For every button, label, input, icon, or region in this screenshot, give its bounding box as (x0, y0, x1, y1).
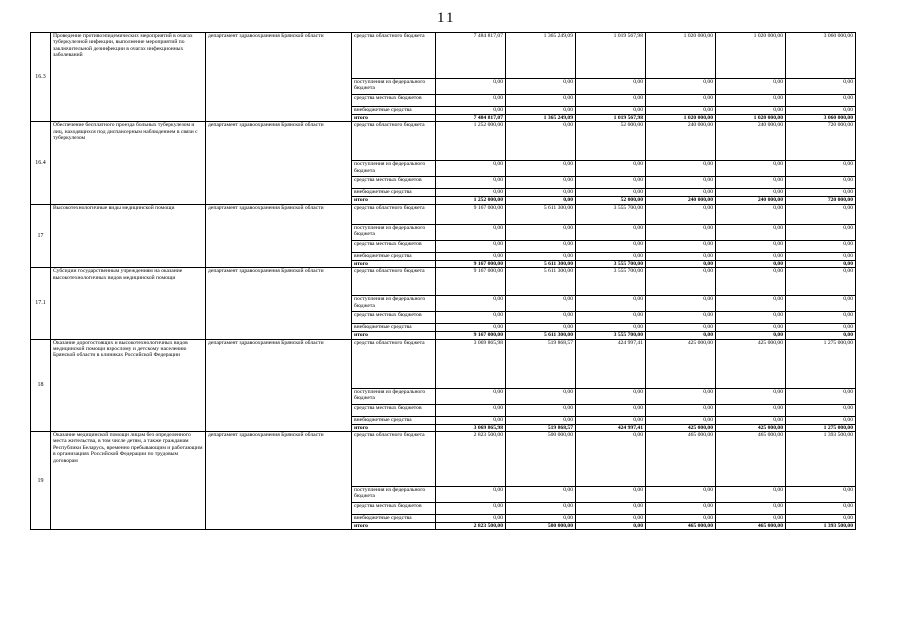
funding-source: средства местных бюджетов (352, 240, 436, 252)
funding-source: средства местных бюджетов (352, 503, 436, 515)
amount-cell: 425 000,00 (646, 424, 716, 431)
amount-cell: 0,00 (436, 404, 506, 416)
funding-source: внебюджетные средства (352, 324, 436, 332)
measure-name: Проведение противоэпидемических мероприятий в очагах туберкулезной инфекции, выполнение мероприятий по заключительной дезинфекции в очагах инфекционных заболеваний (51, 33, 206, 122)
amount-cell: 3 555 700,00 (576, 204, 646, 224)
item-number: 19 (31, 432, 51, 530)
amount-cell: 0,00 (786, 189, 856, 197)
amount-cell: 0,00 (716, 177, 786, 189)
funding-source: поступления из федерального бюджета (352, 79, 436, 95)
amount-cell: 0,00 (436, 189, 506, 197)
amount-cell: 0,00 (576, 515, 646, 523)
budget-table (30, 32, 856, 530)
amount-cell: 0,00 (506, 503, 576, 515)
funding-source: средства областного бюджета (352, 122, 436, 161)
amount-cell: 0,00 (576, 240, 646, 252)
amount-cell: 3 555 700,00 (576, 268, 646, 296)
amount-cell: 0,00 (436, 107, 506, 115)
amount-cell: 425 000,00 (646, 339, 716, 388)
amount-cell: 0,00 (576, 177, 646, 189)
amount-cell: 0,00 (716, 388, 786, 404)
amount-cell: 1 252 000,00 (436, 197, 506, 204)
amount-cell: 0,00 (716, 240, 786, 252)
amount-cell: 0,00 (646, 296, 716, 312)
amount-cell: 0,00 (716, 204, 786, 224)
amount-cell: 0,00 (716, 161, 786, 177)
amount-cell: 52 000,00 (576, 197, 646, 204)
funding-source: поступления из федерального бюджета (352, 161, 436, 177)
amount-cell: 0,00 (436, 388, 506, 404)
amount-cell: 0,00 (716, 404, 786, 416)
amount-cell: 3 555 700,00 (576, 332, 646, 339)
amount-cell: 0,00 (506, 252, 576, 260)
amount-cell: 0,00 (646, 79, 716, 95)
funding-source: средства местных бюджетов (352, 95, 436, 107)
amount-cell: 0,00 (786, 515, 856, 523)
amount-cell: 0,00 (646, 268, 716, 296)
amount-cell: 0,00 (506, 296, 576, 312)
funding-row (31, 432, 856, 487)
amount-cell: 0,00 (646, 189, 716, 197)
amount-cell: 0,00 (506, 515, 576, 523)
amount-cell: 0,00 (436, 79, 506, 95)
amount-cell: 0,00 (576, 503, 646, 515)
amount-cell: 0,00 (646, 312, 716, 324)
amount-cell: 0,00 (716, 515, 786, 523)
amount-cell: 0,00 (716, 312, 786, 324)
page-number: 11 (437, 10, 456, 26)
amount-cell: 0,00 (786, 416, 856, 424)
amount-cell: 0,00 (646, 388, 716, 404)
amount-cell: 0,00 (716, 79, 786, 95)
executor-department: департамент здравоохранения Брянской области (206, 268, 352, 339)
amount-cell: 519 868,57 (506, 424, 576, 431)
amount-cell: 519 868,57 (506, 339, 576, 388)
amount-cell: 0,00 (716, 107, 786, 115)
funding-row (31, 268, 856, 296)
amount-cell: 0,00 (506, 388, 576, 404)
amount-cell: 0,00 (506, 161, 576, 177)
amount-cell: 0,00 (716, 324, 786, 332)
amount-cell: 0,00 (506, 224, 576, 240)
amount-cell: 0,00 (646, 177, 716, 189)
amount-cell: 0,00 (646, 204, 716, 224)
amount-cell: 0,00 (436, 312, 506, 324)
amount-cell: 0,00 (786, 388, 856, 404)
amount-cell: 0,00 (506, 122, 576, 161)
amount-cell: 0,00 (716, 189, 786, 197)
funding-source: средства местных бюджетов (352, 404, 436, 416)
amount-cell: 0,00 (436, 324, 506, 332)
amount-cell: 0,00 (786, 204, 856, 224)
amount-cell: 1 393 500,00 (786, 432, 856, 487)
funding-row (31, 339, 856, 388)
amount-cell: 7 484 817,07 (436, 115, 506, 122)
amount-cell: 0,00 (576, 107, 646, 115)
amount-cell: 0,00 (576, 296, 646, 312)
amount-cell: 9 167 000,00 (436, 268, 506, 296)
amount-cell: 0,00 (436, 416, 506, 424)
amount-cell: 425 000,00 (716, 424, 786, 431)
funding-source: итого (352, 197, 436, 204)
measure-name: Оказание медицинской помощи лицам без определенного места жительства, в том числе детям, а также гражданам Республики Беларусь, временно пребывающим и работающим в организациях Российской Федерации по трудовым договорам (51, 432, 206, 530)
executor-department: департамент здравоохранения Брянской области (206, 204, 352, 267)
amount-cell: 1 020 000,00 (646, 115, 716, 122)
funding-source: итого (352, 115, 436, 122)
amount-cell: 240 000,00 (716, 122, 786, 161)
amount-cell: 1 019 567,98 (576, 33, 646, 79)
funding-source: средства областного бюджета (352, 204, 436, 224)
amount-cell: 52 000,00 (576, 122, 646, 161)
amount-cell: 0,00 (506, 312, 576, 324)
amount-cell: 0,00 (716, 268, 786, 296)
amount-cell: 9 167 000,00 (436, 204, 506, 224)
amount-cell: 0,00 (786, 95, 856, 107)
item-number: 17 (31, 204, 51, 267)
amount-cell: 0,00 (506, 404, 576, 416)
funding-row (31, 33, 856, 79)
item-number: 18 (31, 339, 51, 431)
amount-cell: 0,00 (646, 487, 716, 503)
amount-cell: 0,00 (716, 503, 786, 515)
funding-source: внебюджетные средства (352, 252, 436, 260)
amount-cell: 0,00 (436, 296, 506, 312)
amount-cell: 0,00 (716, 260, 786, 267)
amount-cell: 240 000,00 (646, 197, 716, 204)
amount-cell: 0,00 (506, 324, 576, 332)
amount-cell: 0,00 (786, 324, 856, 332)
funding-source: итого (352, 332, 436, 339)
item-number: 16.4 (31, 122, 51, 204)
amount-cell: 3 069 865,98 (436, 424, 506, 431)
funding-row (31, 204, 856, 224)
funding-source: средства областного бюджета (352, 268, 436, 296)
funding-row (31, 122, 856, 161)
amount-cell: 7 484 817,07 (436, 33, 506, 79)
amount-cell: 1 393 500,00 (786, 523, 856, 530)
amount-cell: 2 823 500,00 (436, 523, 506, 530)
amount-cell: 0,00 (716, 95, 786, 107)
amount-cell: 0,00 (716, 416, 786, 424)
amount-cell: 0,00 (716, 224, 786, 240)
amount-cell: 0,00 (786, 161, 856, 177)
amount-cell: 0,00 (436, 177, 506, 189)
amount-cell: 0,00 (716, 332, 786, 339)
amount-cell: 0,00 (646, 503, 716, 515)
amount-cell: 500 000,00 (506, 432, 576, 487)
amount-cell: 0,00 (576, 324, 646, 332)
amount-cell: 0,00 (646, 95, 716, 107)
amount-cell: 0,00 (786, 260, 856, 267)
amount-cell: 0,00 (786, 332, 856, 339)
funding-source: внебюджетные средства (352, 416, 436, 424)
amount-cell: 0,00 (506, 79, 576, 95)
funding-source: средства местных бюджетов (352, 312, 436, 324)
funding-source: средства областного бюджета (352, 339, 436, 388)
funding-source: итого (352, 424, 436, 431)
executor-department: департамент здравоохранения Брянской области (206, 33, 352, 122)
amount-cell: 1 252 000,00 (436, 122, 506, 161)
amount-cell: 1 020 000,00 (646, 33, 716, 79)
amount-cell: 0,00 (576, 95, 646, 107)
amount-cell: 9 167 000,00 (436, 260, 506, 267)
amount-cell: 0,00 (436, 240, 506, 252)
amount-cell: 5 611 300,00 (506, 204, 576, 224)
amount-cell: 0,00 (786, 177, 856, 189)
amount-cell: 5 611 300,00 (506, 260, 576, 267)
amount-cell: 0,00 (576, 252, 646, 260)
amount-cell: 0,00 (506, 197, 576, 204)
amount-cell: 0,00 (506, 177, 576, 189)
amount-cell: 0,00 (646, 332, 716, 339)
amount-cell: 3 555 700,00 (576, 260, 646, 267)
amount-cell: 720 000,00 (786, 197, 856, 204)
amount-cell: 5 611 300,00 (506, 268, 576, 296)
amount-cell: 2 823 500,00 (436, 432, 506, 487)
executor-department: департамент здравоохранения Брянской области (206, 432, 352, 530)
measure-name: Оказание дорогостоящих и высокотехнологичных видов медицинской помощи взрослому и детскому населению Брянской области в клиниках Российской Федерации (51, 339, 206, 431)
amount-cell: 0,00 (786, 404, 856, 416)
amount-cell: 0,00 (436, 161, 506, 177)
funding-source: итого (352, 523, 436, 530)
measure-name: Высокотехнологичные виды медицинской помощи (51, 204, 206, 267)
amount-cell: 3 060 000,00 (786, 33, 856, 79)
amount-cell: 1 275 000,00 (786, 339, 856, 388)
item-number: 17.1 (31, 268, 51, 339)
amount-cell: 0,00 (436, 95, 506, 107)
amount-cell: 0,00 (576, 388, 646, 404)
amount-cell: 500 000,00 (506, 523, 576, 530)
amount-cell: 0,00 (506, 95, 576, 107)
amount-cell: 0,00 (646, 260, 716, 267)
amount-cell: 1 020 000,00 (716, 33, 786, 79)
amount-cell: 0,00 (646, 240, 716, 252)
amount-cell: 0,00 (786, 503, 856, 515)
amount-cell: 0,00 (576, 487, 646, 503)
amount-cell: 9 167 000,00 (436, 332, 506, 339)
amount-cell: 0,00 (576, 432, 646, 487)
funding-source: средства областного бюджета (352, 33, 436, 79)
amount-cell: 0,00 (646, 224, 716, 240)
amount-cell: 5 611 300,00 (506, 332, 576, 339)
amount-cell: 0,00 (506, 189, 576, 197)
amount-cell: 0,00 (576, 416, 646, 424)
amount-cell: 0,00 (646, 515, 716, 523)
funding-source: итого (352, 260, 436, 267)
amount-cell: 0,00 (786, 79, 856, 95)
amount-cell: 0,00 (646, 107, 716, 115)
funding-source: внебюджетные средства (352, 515, 436, 523)
amount-cell: 0,00 (786, 107, 856, 115)
amount-cell: 0,00 (436, 503, 506, 515)
executor-department: департамент здравоохранения Брянской области (206, 339, 352, 431)
amount-cell: 0,00 (786, 240, 856, 252)
amount-cell: 0,00 (436, 515, 506, 523)
amount-cell: 240 000,00 (646, 122, 716, 161)
amount-cell: 0,00 (716, 296, 786, 312)
amount-cell: 0,00 (576, 523, 646, 530)
amount-cell: 1 020 000,00 (716, 115, 786, 122)
amount-cell: 465 000,00 (646, 432, 716, 487)
amount-cell: 1 365 249,09 (506, 115, 576, 122)
amount-cell: 1 019 567,98 (576, 115, 646, 122)
funding-source: внебюджетные средства (352, 189, 436, 197)
amount-cell: 425 000,00 (716, 339, 786, 388)
amount-cell: 0,00 (576, 312, 646, 324)
amount-cell: 465 000,00 (646, 523, 716, 530)
amount-cell: 424 997,41 (576, 339, 646, 388)
amount-cell: 0,00 (646, 416, 716, 424)
amount-cell: 0,00 (716, 252, 786, 260)
amount-cell: 0,00 (646, 404, 716, 416)
amount-cell: 0,00 (506, 487, 576, 503)
amount-cell: 0,00 (506, 240, 576, 252)
amount-cell: 0,00 (786, 312, 856, 324)
amount-cell: 0,00 (786, 224, 856, 240)
amount-cell: 0,00 (576, 404, 646, 416)
funding-source: поступления из федерального бюджета (352, 224, 436, 240)
funding-source: поступления из федерального бюджета (352, 487, 436, 503)
amount-cell: 0,00 (576, 161, 646, 177)
amount-cell: 465 000,00 (716, 432, 786, 487)
amount-cell: 0,00 (786, 268, 856, 296)
funding-source: поступления из федерального бюджета (352, 388, 436, 404)
funding-source: внебюджетные средства (352, 107, 436, 115)
amount-cell: 0,00 (786, 252, 856, 260)
amount-cell: 0,00 (646, 252, 716, 260)
funding-source: средства областного бюджета (352, 432, 436, 487)
amount-cell: 720 000,00 (786, 122, 856, 161)
funding-source: средства местных бюджетов (352, 177, 436, 189)
measure-name: Обеспечение бесплатного проезда больных туберкулезом и лиц, находящихся под диспансерным наблюдением в связи с туберкулезом (51, 122, 206, 204)
measure-name: Субсидии государственным учреждениям на оказание высокотехнологичных видов медицинской помощи (51, 268, 206, 339)
amount-cell: 424 997,41 (576, 424, 646, 431)
amount-cell: 0,00 (506, 416, 576, 424)
amount-cell: 0,00 (436, 252, 506, 260)
amount-cell: 3 060 000,00 (786, 115, 856, 122)
amount-cell: 0,00 (576, 224, 646, 240)
amount-cell: 0,00 (646, 161, 716, 177)
amount-cell: 0,00 (576, 189, 646, 197)
amount-cell: 0,00 (436, 224, 506, 240)
item-number: 16.3 (31, 33, 51, 122)
funding-source: поступления из федерального бюджета (352, 296, 436, 312)
amount-cell: 1 275 000,00 (786, 424, 856, 431)
amount-cell: 0,00 (786, 487, 856, 503)
amount-cell: 0,00 (576, 79, 646, 95)
amount-cell: 465 000,00 (716, 523, 786, 530)
amount-cell: 0,00 (716, 487, 786, 503)
amount-cell: 0,00 (786, 296, 856, 312)
executor-department: департамент здравоохранения Брянской области (206, 122, 352, 204)
amount-cell: 0,00 (646, 324, 716, 332)
amount-cell: 1 365 249,09 (506, 33, 576, 79)
amount-cell: 3 069 865,98 (436, 339, 506, 388)
amount-cell: 240 000,00 (716, 197, 786, 204)
amount-cell: 0,00 (506, 107, 576, 115)
amount-cell: 0,00 (436, 487, 506, 503)
